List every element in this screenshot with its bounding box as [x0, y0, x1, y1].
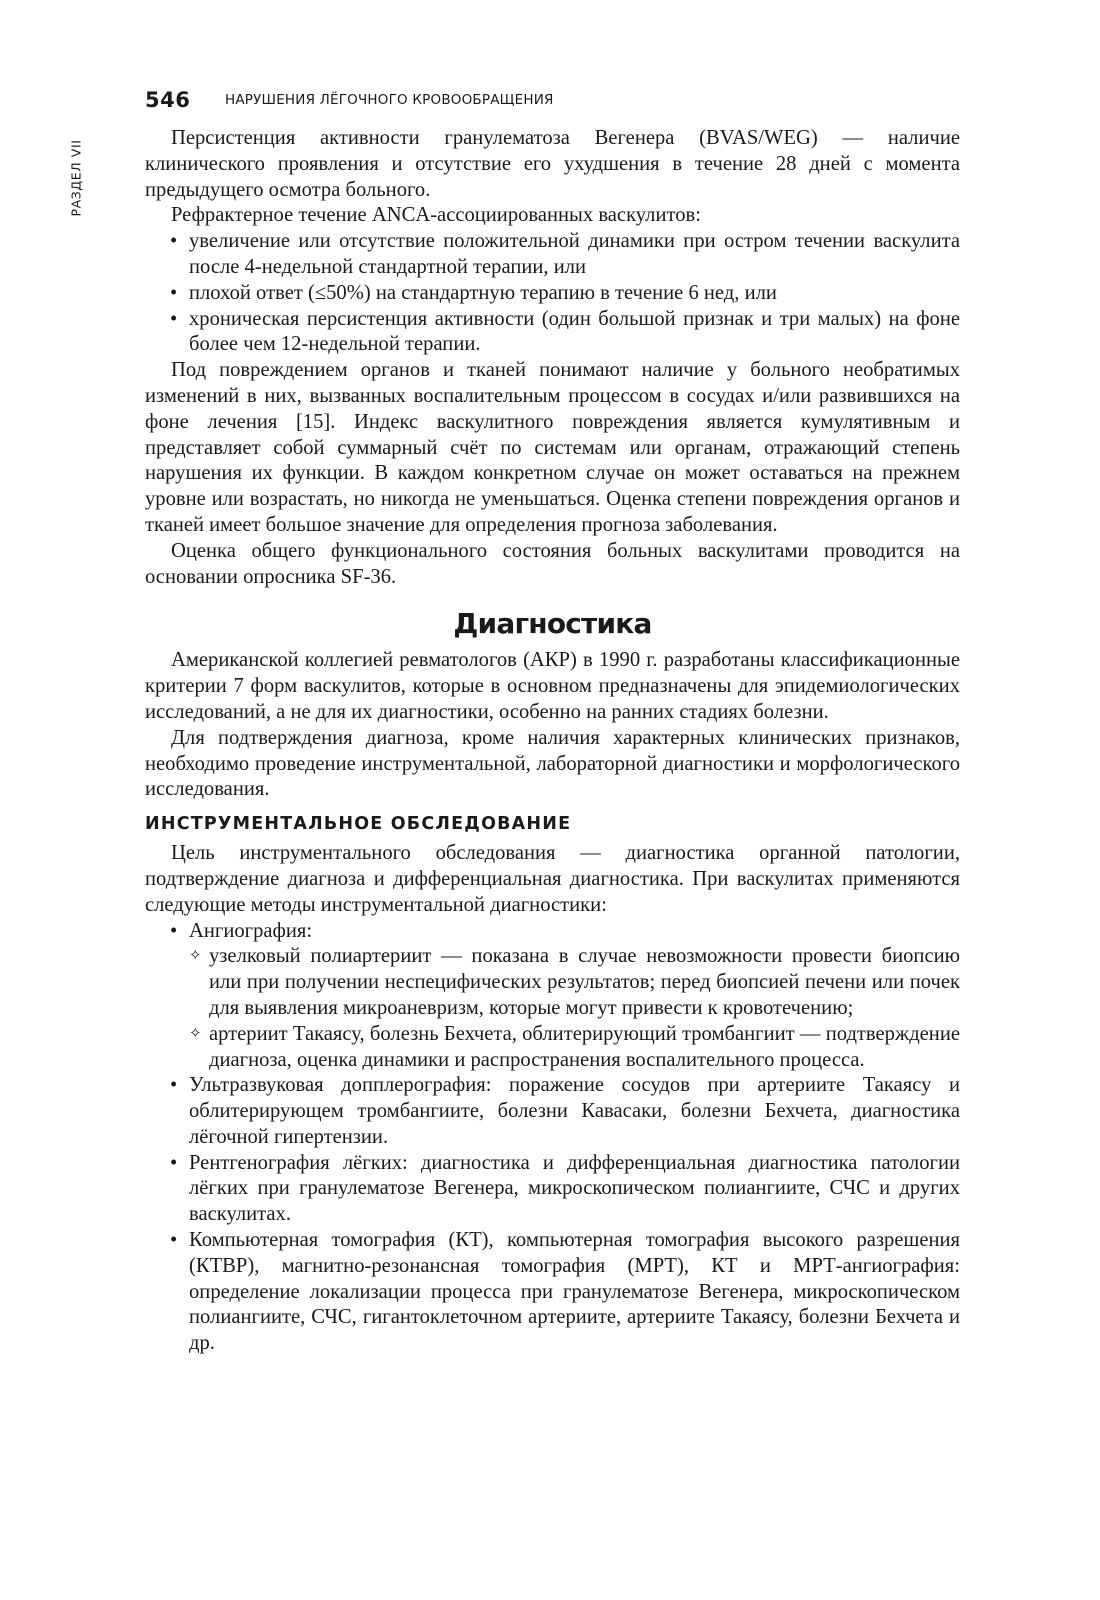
list-item: • хроническая персистенция активности (один большой признак и три малых) на фоне более чем 12-недельной терапии.	[145, 307, 960, 359]
subsection-heading: ИНСТРУМЕНТАЛЬНОЕ ОБСЛЕДОВАНИЕ	[145, 814, 572, 835]
section-tab-label: РАЗДЕЛ VII	[68, 139, 84, 217]
paragraph: Для подтверждения диагноза, кроме наличия характерных клинических признаков, необходимо проведение инструментальной, лабораторной диагностики и морфологического исследования.	[145, 726, 960, 801]
running-head: НАРУШЕНИЯ ЛЁГОЧНОГО КРОВООБРАЩЕНИЯ	[225, 92, 554, 108]
sublist-item: ✧ артериит Такаясу, болезнь Бехчета, облитерирующий тромбангиит — подтверждение диагноза, оценка динамики и распространения воспалительного процесса.	[189, 1022, 960, 1074]
diagnostic-methods-list	[145, 919, 960, 1358]
paragraph: Рефрактерное течение ANCA-ассоциированных васкулитов:	[171, 204, 701, 227]
paragraph: Цель инструментального обследования — диагностика органной патологии, подтверждение диагноза и дифференциальная диагностика. При васкулитах применяются следующие методы инструментальной диагностики:	[145, 842, 960, 916]
section-heading: Диагностика	[453, 607, 652, 641]
paragraph: Американской коллегией ревматологов (АКР) в 1990 г. разработаны классификационные критерии 7 форм васкулитов, которые в основном предназначены для эпидемиологических исследований, а не для их диагностики, особенно на ранних стадиях болезни.	[145, 649, 960, 723]
list-item: • Ультразвуковая допплерография: поражение сосудов при артериите Такаясу и облитерирующем тромбангиите, болезни Кавасаки, болезни Бехчета, диагностика лёгочной гипертензии.	[145, 1073, 960, 1150]
list-item-label: Ангиография:	[189, 919, 313, 942]
paragraph: Под повреждением органов и тканей понимают наличие у больного необратимых изменений в них, вызванных воспалительным процессом в сосудах и/или развившихся на фоне лечения [15]. Индекс васкулитного повреждения является кумулятивным и представляет собой суммарный счёт по системам или органам, отражающий степень нарушения их функции. В каждом конкретном случае он может оставаться на прежнем уровне или возрастать, но никогда не уменьшаться. Оценка степени повреждения органов и тканей имеет большое значение для определения прогноза заболевания.	[145, 359, 960, 536]
page-number: 546	[145, 88, 191, 112]
page-content	[145, 126, 960, 1357]
list-item: • плохой ответ (≤50%) на стандартную терапию в течение 6 нед, или	[145, 281, 960, 307]
list-item: • Компьютерная томография (КТ), компьютерная томография высокого разрешения (КТВР), магнитно-резонансная томография (МРТ), КТ и МРТ-ангиография: определение локализации процесса при гранулематозе Вегенера, микроскопическом полиангиите, СЧС, гигантоклеточном артериите, артериите Такаясу, болезни Бехчета и др.	[145, 1228, 960, 1357]
angiography-sublist	[189, 944, 960, 1073]
paragraph: Оценка общего функционального состояния больных васкулитами проводится на основании опросника SF-36.	[145, 539, 960, 588]
list-item	[145, 919, 960, 1074]
section-tab	[64, 130, 88, 226]
sublist-item: ✧ узелковый полиартериит — показана в случае невозможности провести биопсию или при получении неспецифических результатов; перед биопсией печени или почек для выявления микроаневризм, которые могут привести к кровотечению;	[189, 944, 960, 1021]
refractory-criteria-list	[145, 229, 960, 358]
list-item: • увеличение или отсутствие положительной динамики при остром течении васкулита после 4-недельной стандартной терапии, или	[145, 229, 960, 281]
list-item: • Рентгенография лёгких: диагностика и дифференциальная диагностика патологии лёгких при гранулематозе Вегенера, микроскопическом полиангиите, СЧС и других васкулитах.	[145, 1151, 960, 1228]
paragraph: Персистенция активности гранулематоза Вегенера (BVAS/WEG) — наличие клинического проявления и отсутствие его ухудшения в течение 28 дней с момента предыдущего осмотра больного.	[145, 127, 960, 201]
